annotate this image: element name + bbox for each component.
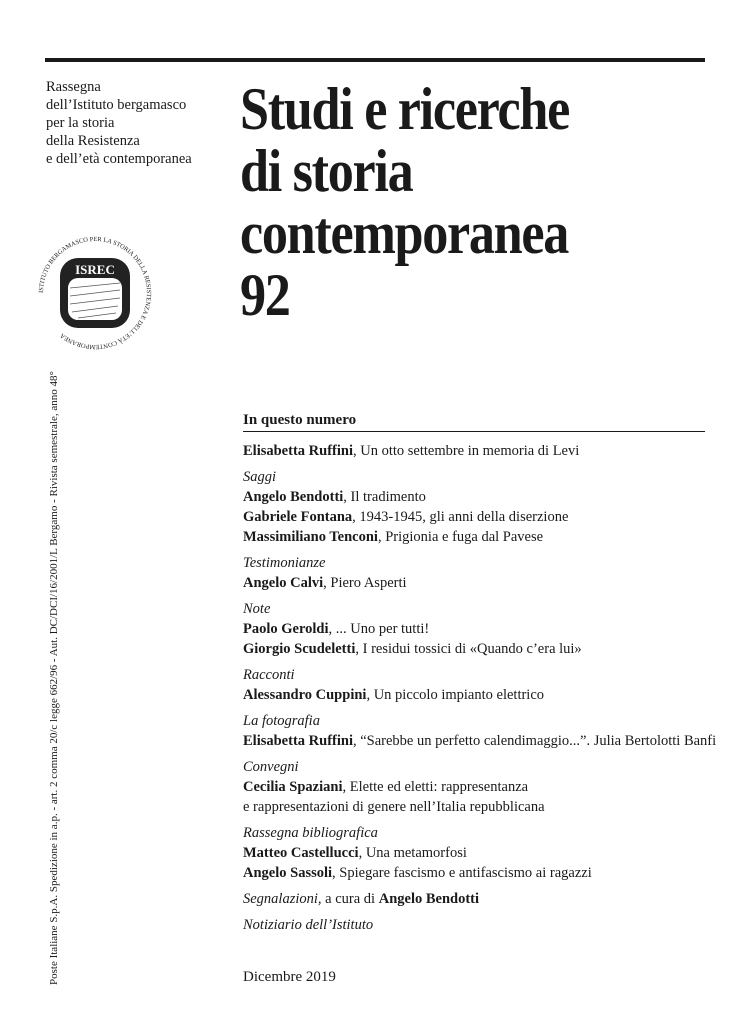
section-title: Notiziario dell’Istituto bbox=[243, 917, 374, 933]
contents-section bbox=[243, 441, 705, 461]
entry-author: Elisabetta Ruffini bbox=[243, 733, 353, 749]
section-title: Convegni bbox=[243, 759, 299, 775]
entry-author: Paolo Geroldi bbox=[243, 621, 329, 637]
contents-entry bbox=[243, 441, 705, 461]
entry-title: , ... Uno per tutti! bbox=[328, 621, 430, 637]
contents-entry bbox=[243, 889, 705, 909]
entry-section-label: Segnalazioni, bbox=[243, 891, 322, 907]
issue-date: Dicembre 2019 bbox=[243, 969, 336, 985]
title-line: Studi e ricerche bbox=[240, 76, 569, 142]
contents-section bbox=[243, 823, 705, 883]
title-line: contemporanea bbox=[240, 200, 569, 266]
contents-section bbox=[243, 757, 705, 817]
journal-title bbox=[240, 78, 569, 326]
entry-title: a cura di bbox=[321, 891, 379, 907]
section-title: La fotografia bbox=[243, 713, 320, 729]
contents-entry bbox=[243, 685, 705, 705]
contents-section bbox=[243, 599, 705, 659]
contents-section bbox=[243, 467, 705, 547]
issue-number: 92 bbox=[240, 262, 290, 328]
contents-entry bbox=[243, 487, 705, 507]
entry-author: Elisabetta Ruffini bbox=[243, 443, 353, 459]
tagline-line: della Resistenza bbox=[46, 133, 140, 149]
entry-title: , Elette ed eletti: rappresentanza bbox=[342, 779, 529, 795]
entry-author: Angelo Calvi bbox=[243, 575, 324, 591]
logo-abbr: ISREC bbox=[75, 262, 115, 277]
entry-author: Angelo Sassoli bbox=[243, 865, 333, 881]
entry-author: Massimiliano Tenconi bbox=[243, 529, 378, 545]
entry-title: , Spiegare fascismo e antifascismo ai ragazzi bbox=[332, 865, 592, 881]
entry-author: Angelo Bendotti bbox=[243, 489, 344, 505]
contents-entry bbox=[243, 619, 705, 639]
contents-section bbox=[243, 889, 705, 909]
contents-entry bbox=[243, 507, 705, 527]
logo-ring-text: ISTITUTO BERGAMASCO PER LA STORIA DELLA RESISTENZA E DELL’ETÀ CONTEMPORANEA bbox=[37, 235, 153, 351]
tagline-line: per la storia bbox=[46, 115, 115, 131]
section-title: Testimonianze bbox=[243, 555, 326, 571]
entry-author: Cecilia Spaziani bbox=[243, 779, 343, 795]
entry-title: , Un piccolo impianto elettrico bbox=[366, 687, 545, 703]
entry-title: , Prigionia e fuga dal Pavese bbox=[377, 529, 544, 545]
section-title: Racconti bbox=[243, 667, 295, 683]
entry-title: , Il tradimento bbox=[343, 489, 426, 505]
entry-title: , 1943-1945, gli anni della diserzione bbox=[352, 509, 569, 525]
section-title: Saggi bbox=[243, 469, 277, 485]
entry-author: Giorgio Scudeletti bbox=[243, 641, 356, 657]
isrec-logo bbox=[30, 228, 160, 358]
entry-author: Matteo Castellucci bbox=[243, 845, 359, 861]
entry-title: , I residui tossici di «Quando c’era lui» bbox=[355, 641, 582, 657]
contents-entry bbox=[243, 843, 705, 863]
tagline-line: dell’Istituto bergamasco bbox=[46, 97, 187, 113]
tagline-line: e dell’età contemporanea bbox=[46, 151, 192, 167]
contents-section bbox=[243, 665, 705, 705]
entry-title: , Un otto settembre in memoria di Levi bbox=[352, 443, 580, 459]
entry-author: Angelo Bendotti bbox=[378, 891, 480, 907]
section-title: Note bbox=[243, 601, 271, 617]
spine-postal-text: Poste Italiane S.p.A. Spedizione in a.p. - art. 2 comma 20/c legge 662/96 - Aut. DC/DCI/16/2001/L Bergamo - Rivista semestrale, anno 48° bbox=[48, 371, 60, 985]
contents-entry bbox=[243, 863, 705, 883]
tagline-line: Rassegna bbox=[46, 79, 101, 95]
entry-author: Gabriele Fontana bbox=[243, 509, 353, 525]
section-title: Rassegna bibliografica bbox=[243, 825, 378, 841]
entry-title: , Una metamorfosi bbox=[358, 845, 467, 861]
journal-tagline bbox=[46, 78, 192, 168]
title-line: di storia bbox=[240, 138, 413, 204]
contents-heading: In questo numero bbox=[243, 410, 705, 432]
table-of-contents bbox=[243, 410, 717, 941]
contents-section bbox=[243, 553, 705, 593]
entry-title: , “Sarebbe un perfetto calendimaggio...”. Julia Bertolotti Banfi bbox=[352, 733, 717, 749]
contents-entry bbox=[243, 573, 705, 593]
contents-entry bbox=[243, 731, 717, 751]
contents-entry bbox=[243, 797, 705, 817]
contents-entry bbox=[243, 527, 705, 547]
entry-author: Alessandro Cuppini bbox=[243, 687, 367, 703]
entry-title: e rappresentazioni di genere nell’Italia repubblicana bbox=[243, 799, 545, 815]
top-rule bbox=[45, 58, 705, 62]
entry-title: , Piero Asperti bbox=[323, 575, 407, 591]
contents-section bbox=[243, 915, 705, 935]
contents-section bbox=[243, 711, 717, 751]
contents-entry bbox=[243, 639, 705, 659]
contents-entry bbox=[243, 777, 705, 797]
